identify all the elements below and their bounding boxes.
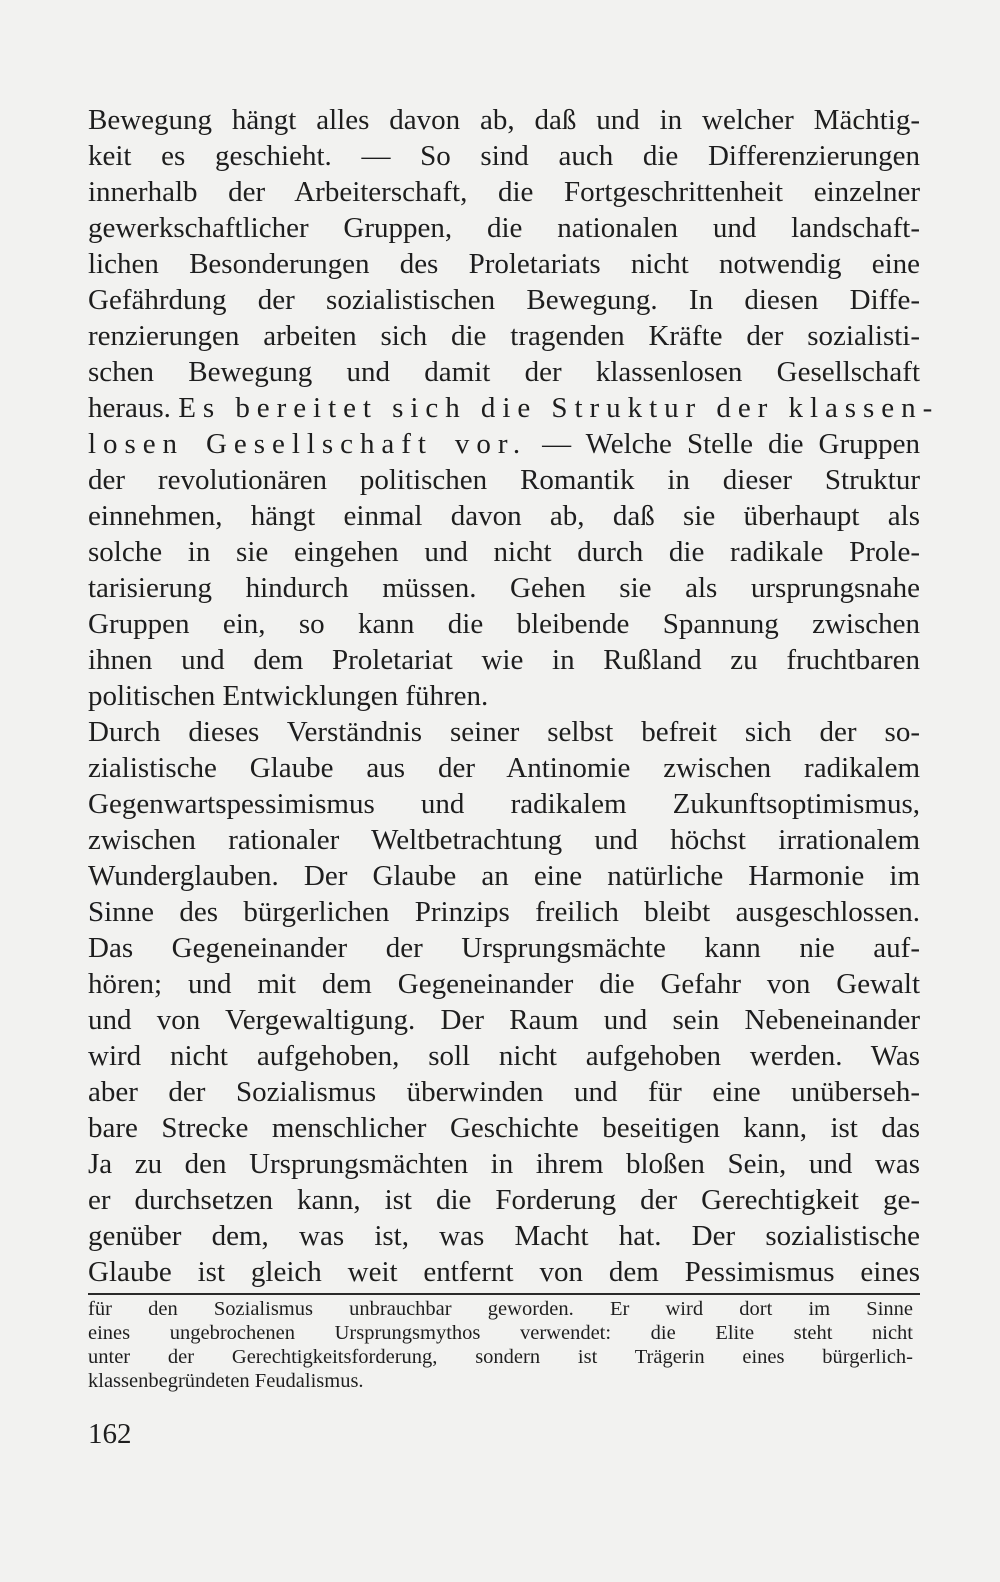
text-line-23: Sinne des bürgerlichen Prinzips freilich bleibt ausgeschlossen. (88, 896, 920, 928)
text-line-22: Wunderglauben. Der Glaube an eine natürliche Harmonie im (88, 860, 920, 892)
text-line-19: zialistische Glaube aus der Antinomie zwischen radikalem (88, 752, 920, 784)
text-line-7: renzierungen arbeiten sich die tragenden Kräfte der sozialisti- (88, 320, 920, 352)
text-line-1: Bewegung hängt alles davon ab, daß und in welcher Mächtig- (88, 104, 920, 136)
text-line-24: Das Gegeneinander der Ursprungsmächte kann nie auf- (88, 932, 920, 964)
text-line-4: gewerkschaftlicher Gruppen, die nationalen und landschaft- (88, 212, 920, 244)
main-text-block (88, 102, 940, 1290)
text-line-17: politischen Entwicklungen führen. (88, 680, 489, 712)
text-line-30: Ja zu den Ursprungsmächten in ihrem bloßen Sein, und was (88, 1148, 920, 1180)
text-line-20: Gegenwartspessimismus und radikalem Zukunftsoptimismus, (88, 788, 920, 820)
text-line-13: solche in sie eingehen und nicht durch die radikale Prole- (88, 536, 920, 568)
text-line-26: und von Vergewaltigung. Der Raum und sein Nebeneinander (88, 1004, 920, 1036)
text-line-2: keit es geschieht. — So sind auch die Differenzierungen (88, 140, 920, 172)
text-line-31: er durchsetzen kann, ist die Forderung der Gerechtigkeit ge- (88, 1184, 920, 1216)
footnote-divider (88, 1293, 920, 1295)
text-line-8: schen Bewegung und damit der klassenlosen Gesellschaft (88, 356, 920, 388)
text-segment: heraus. (88, 392, 171, 424)
footnote-line-1: für den Sozialismus unbrauchbar geworden. Er wird dort im Sinne (88, 1298, 913, 1320)
text-line-16: ihnen und dem Proletariat wie in Rußland zu fruchtbaren (88, 644, 920, 676)
text-line-11: der revolutionären politischen Romantik in dieser Struktur (88, 464, 920, 496)
text-line-18: Durch dieses Verständnis seiner selbst befreit sich der so- (88, 716, 920, 748)
text-line-33: Glaube ist gleich weit entfernt von dem Pessimismus eines (88, 1256, 920, 1288)
text-line-25: hören; und mit dem Gegeneinander die Gefahr von Gewalt (88, 968, 920, 1000)
text-line-9 (88, 390, 940, 426)
spaced-emphasis: losen Gesellschaft vor. (88, 428, 528, 460)
footnote-block (88, 1297, 913, 1393)
text-line-28: aber der Sozialismus überwinden und für eine unüberseh- (88, 1076, 920, 1108)
text-line-27: wird nicht aufgehoben, soll nicht aufgehoben werden. Was (88, 1040, 920, 1072)
page-number: 162 (88, 1418, 132, 1450)
text-line-3: innerhalb der Arbeiterschaft, die Fortgeschrittenheit einzelner (88, 176, 920, 208)
footnote-line-2: eines ungebrochenen Ursprungsmythos verwendet: die Elite steht nicht (88, 1322, 913, 1344)
text-line-21: zwischen rationaler Weltbetrachtung und höchst irrationalem (88, 824, 920, 856)
text-line-29: bare Strecke menschlicher Geschichte beseitigen kann, ist das (88, 1112, 920, 1144)
text-segment: — Welche Stelle die Gruppen (542, 428, 921, 460)
spaced-emphasis: Es bereitet sich die Struktur der klassen- (178, 392, 940, 424)
text-line-15: Gruppen ein, so kann die bleibende Spannung zwischen (88, 608, 920, 640)
text-line-10 (88, 426, 920, 462)
footnote-line-4: klassenbegründeten Feudalismus. (88, 1370, 364, 1392)
text-line-14: tarisierung hindurch müssen. Gehen sie als ursprungsnahe (88, 572, 920, 604)
footnote-line-3: unter der Gerechtigkeitsforderung, sondern ist Trägerin eines bürgerlich- (88, 1346, 913, 1368)
text-line-6: Gefährdung der sozialistischen Bewegung. In diesen Diffe- (88, 284, 920, 316)
text-line-12: einnehmen, hängt einmal davon ab, daß sie überhaupt als (88, 500, 920, 532)
text-line-5: lichen Besonderungen des Proletariats nicht notwendig eine (88, 248, 920, 280)
text-line-32: genüber dem, was ist, was Macht hat. Der sozialistische (88, 1220, 920, 1252)
